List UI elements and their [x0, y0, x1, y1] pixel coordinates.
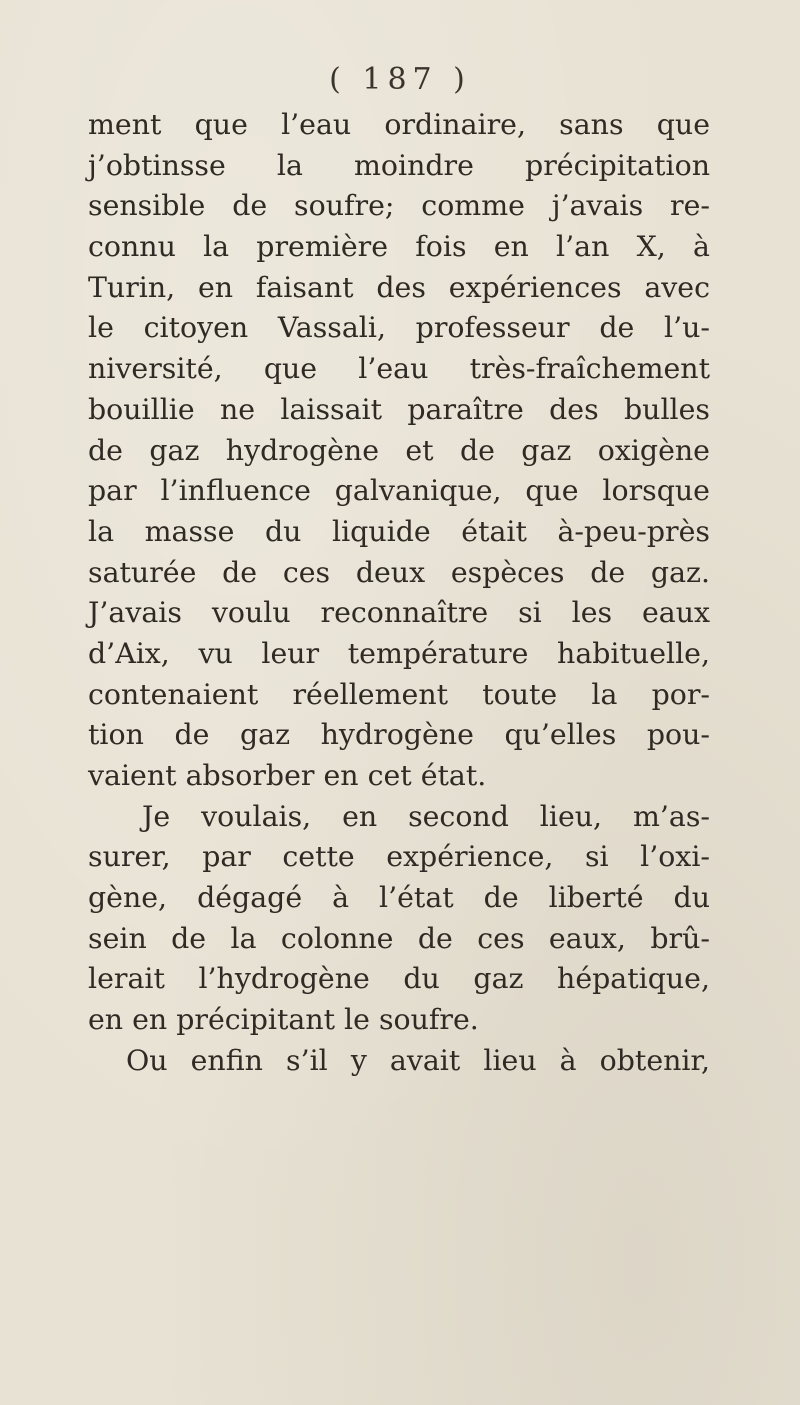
text-line: de gaz hydrogène et de gaz oxigène [88, 433, 710, 467]
text-line: J’avais voulu reconnaître si les eaux [88, 596, 710, 630]
text-line: connu la première fois en l’an X, à [88, 230, 710, 264]
text-line: lerait l’hydrogène du gaz hépatique, [88, 962, 710, 996]
text-line: sein de la colonne de ces eaux, brû- [88, 921, 710, 955]
text-line: saturée de ces deux espèces de gaz. [88, 555, 710, 589]
text-line: bouillie ne laissait paraître des bulles [88, 392, 710, 426]
text-line: tion de gaz hydrogène qu’elles pou- [88, 718, 710, 752]
text-line: vaient absorber en cet état. [88, 759, 487, 792]
text-line: gène, dégagé à l’état de liberté du [88, 881, 710, 915]
text-line: Je voulais, en second lieu, m’as- [142, 799, 710, 833]
body-text [88, 105, 710, 1082]
text-line: j’obtinsse la moindre précipitation [88, 148, 710, 182]
page-number: ( 187 ) [329, 62, 471, 97]
text-line: d’Aix, vu leur température habituelle, [88, 636, 710, 670]
text-line: ment que l’eau ordinaire, sans que [88, 108, 710, 141]
text-line: contenaient réellement toute la por- [88, 677, 710, 711]
text-line: le citoyen Vassali, professeur de l’u- [88, 311, 710, 345]
text-line: la masse du liquide était à-peu-près [88, 514, 710, 548]
text-line: en en précipitant le soufre. [88, 1003, 479, 1037]
text-line: surer, par cette expérience, si l’oxi- [88, 840, 710, 874]
text-line: niversité, que l’eau très-fraîchement [88, 352, 710, 386]
text-line: Turin, en faisant des expériences avec [88, 270, 710, 304]
text-line: par l’influence galvanique, que lorsque [88, 474, 710, 508]
text-line: sensible de soufre; comme j’avais re- [88, 189, 710, 223]
text-line: Ou enfin s’il y avait lieu à obtenir, [126, 1043, 710, 1077]
